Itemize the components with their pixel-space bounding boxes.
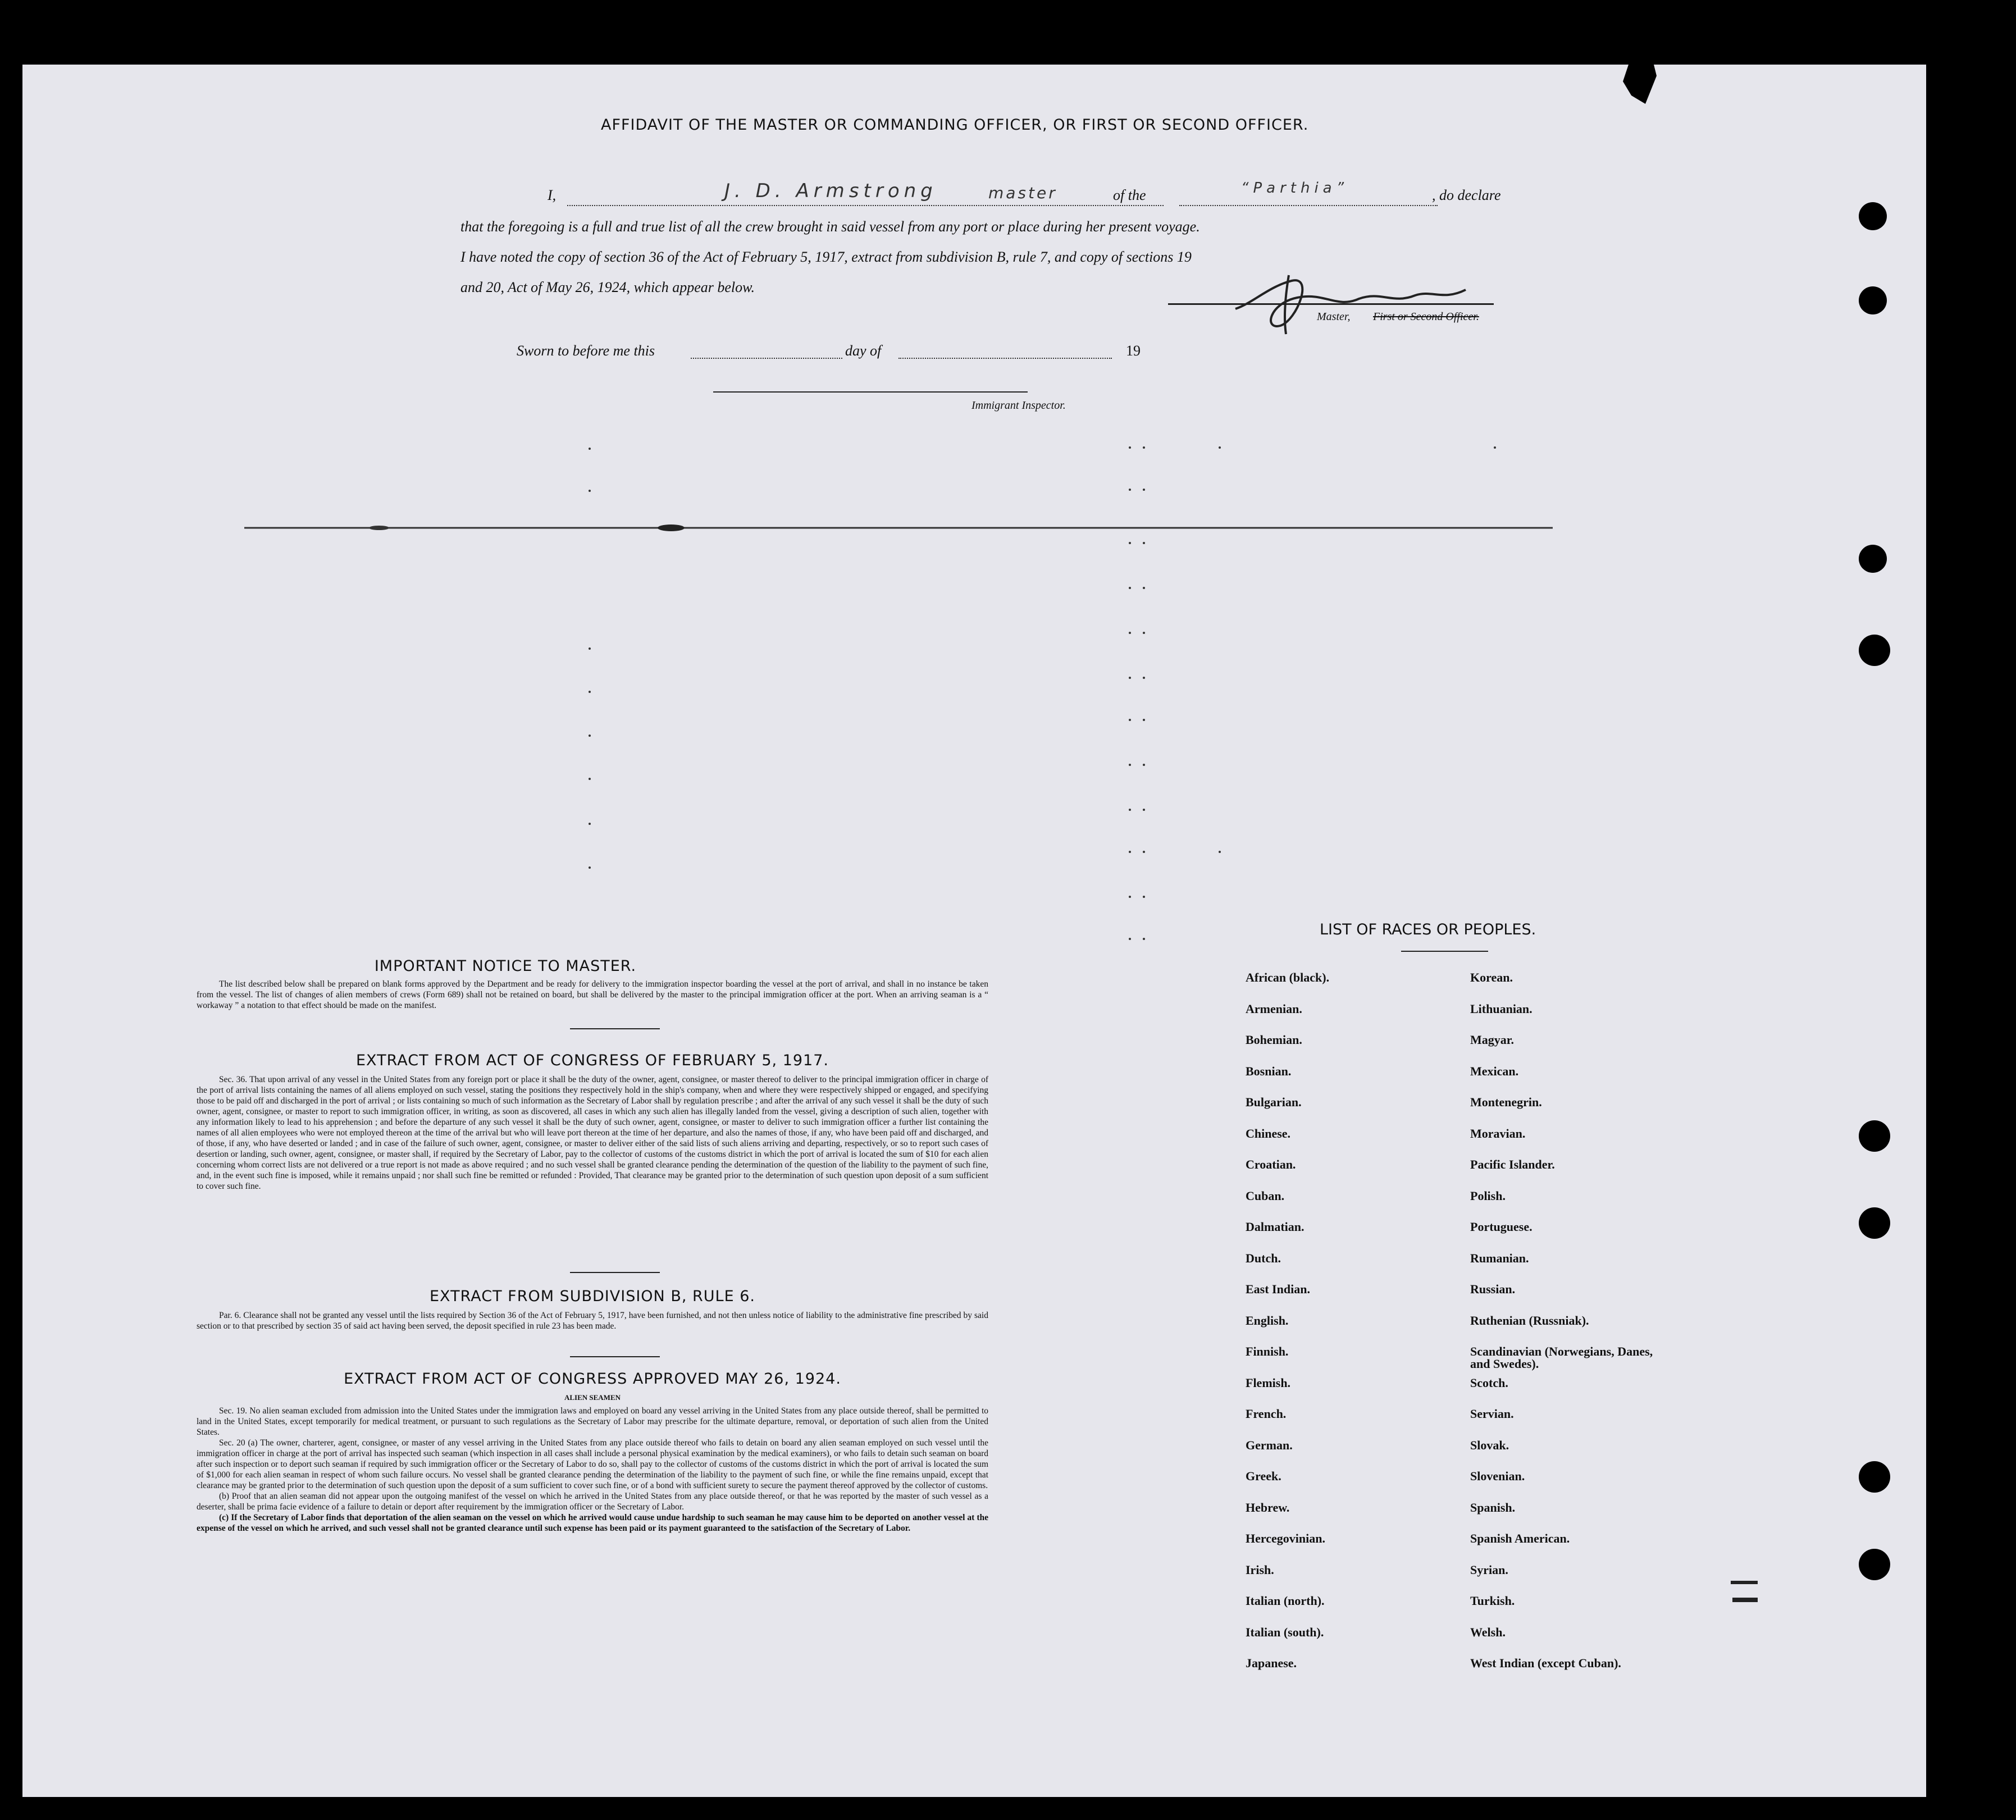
rule6-heading: EXTRACT FROM SUBDIVISION B, RULE 6. — [430, 1288, 755, 1305]
race-item: Bosnian. — [1246, 1064, 1292, 1078]
torn-corner — [1617, 53, 1662, 110]
vessel-name: “Parthia” — [1241, 180, 1349, 197]
race-item: Lithuanian. — [1470, 1001, 1532, 1016]
scan-mark — [1731, 1581, 1758, 1584]
extract-1917-heading: EXTRACT FROM ACT OF CONGRESS OF FEBRUARY 5, 1917. — [356, 1052, 829, 1069]
of-the-label: of the — [1113, 187, 1146, 203]
race-item: Dutch. — [1246, 1251, 1281, 1265]
affidavit-line-4: and 20, Act of May 26, 1924, which appear below. — [460, 279, 755, 295]
race-item: Spanish. — [1470, 1500, 1516, 1515]
divider — [1401, 951, 1488, 952]
year-prefix: 19 — [1126, 343, 1141, 359]
signature-caption-struck: First or Second Officer. — [1373, 311, 1479, 323]
race-item: Portuguese. — [1470, 1220, 1532, 1234]
race-item: Welsh. — [1470, 1625, 1506, 1639]
race-item: Montenegrin. — [1470, 1095, 1542, 1109]
race-item: Scandinavian (Norwegians, Danes, and Swedes). — [1470, 1344, 1653, 1371]
race-item: Russian. — [1470, 1282, 1516, 1296]
race-item: Slovenian. — [1470, 1469, 1525, 1483]
race-item: Hebrew. — [1246, 1500, 1290, 1515]
punch-hole — [1859, 635, 1890, 666]
sworn-label: Sworn to before me this — [517, 343, 655, 359]
race-item: French. — [1246, 1407, 1287, 1421]
alien-seamen-subheading: ALIEN SEAMEN — [564, 1393, 621, 1402]
punch-hole — [1859, 545, 1887, 573]
affidavit-i-label: I, — [548, 187, 557, 203]
horizontal-rule — [244, 522, 1553, 533]
month-line — [898, 358, 1112, 359]
race-item: Syrian. — [1470, 1562, 1508, 1577]
signature-caption-master: Master, — [1317, 311, 1351, 323]
notice-heading: IMPORTANT NOTICE TO MASTER. — [374, 957, 637, 975]
signature-line — [1168, 303, 1494, 305]
extract-1917-body: Sec. 36. That upon arrival of any vessel in the United States from any foreign port or place it shall be the duty of the owner, agent, consignee, or master thereof to deliver to the principal immigration officer in charge of the port of arrival lists containing the names of all aliens employed on such vessel, stating the positions they respectively hold in the ship's company, when and where they were respectively shipped or engaged, and specifying those to be paid off and discharged in the port of arrival ; or lists containing so much of such information as the Secretary of Labor shall by regulation prescribe ; and after the arrival of any such vessel it shall be the duty of such owner, agent, consignee, or master to report to such immigration officer, in writing, as soon as discovered, all cases in which any such alien has illegally landed from the vessel, giving a description of such alien, together with any information likely to lead to his apprehension ; and before the departure of any such vessel it shall be the duty of such owner, agent, consignee, or master to deliver to such immigration officer a further list containing the names of all alien employees who were not employed thereon at the time of the arrival but who will leave port thereon at the time of her departure, and also the names of those, if any, who have been paid off and discharged, and of those, if any, who have deserted or landed ; and in case of the failure of such owner, agent, consignee, or master to deliver either of the said lists of such aliens arriving and departing, respectively, or so to report such cases of desertion or landing, such owner, agent, consignee, or master shall, if required by the Secretary of Labor, pay to the collector of customs of the customs district in which the port of arrival is located the sum of $10 for each alien concerning whom correct lists are not delivered or a true report is not made as above required ; and no such vessel shall be granted clearance pending the determination of the question of the liability to the payment of such fine, and, in the event such fine is imposed, while it remains unpaid ; nor shall such fine be remitted or refunded : Provided, That clearance may be granted prior to the determination of such question upon deposit of a sum sufficient to cover such fine. — [197, 1075, 988, 1191]
sec-19: Sec. 19. No alien seaman excluded from admission into the United States under the immigration laws and employed on board any vessel arriving in the United States from any place outside thereof, shall be permitted to land in the United States, except temporarily for medical treatment, or pursuant to such regulations as the Secretary of Labor may prescribe for the ultimate departure, removal, or deportation of such alien from the United States. — [197, 1406, 988, 1437]
race-item: Korean. — [1470, 970, 1513, 984]
race-item: Spanish American. — [1470, 1531, 1570, 1545]
race-item: English. — [1246, 1313, 1289, 1328]
race-item: German. — [1246, 1438, 1293, 1452]
punch-hole — [1859, 202, 1887, 230]
sworn-date-line — [691, 358, 842, 359]
inspector-caption: Immigrant Inspector. — [971, 399, 1066, 412]
divider — [570, 1028, 660, 1029]
race-item: Mexican. — [1470, 1064, 1519, 1078]
race-item: Italian (north). — [1246, 1594, 1325, 1608]
sec-20a: Sec. 20 (a) The owner, charterer, agent, consignee, or master of any vessel arriving in the United States from any place outside thereof who fails to detain on board any alien seaman employed on such vessel until the immigration officer in charge at the port of arrival has inspected such seaman (which inspection in all cases shall include a personal physical examination by the medical examiners), or who fails to detain such seaman on board after such inspection or to deport such seaman if required by such immigration officer or the Secretary of Labor to do so, shall pay to the collector of customs of the customs district in which the port of arrival is located the sum of $1,000 for each alien seaman in respect of whom such failure occurs. No vessel shall be granted clearance pending the determination of the liability to the payment of such fine, or while the fine remains unpaid, except that clearance may be granted prior to the determination of such question upon the deposit of a sum sufficient to cover such fine, or of a bond with sufficient surety to secure the payment thereof approved by the collector of customs. — [197, 1438, 988, 1490]
race-item: Cuban. — [1246, 1188, 1285, 1203]
race-item: Finnish. — [1246, 1344, 1289, 1358]
race-item: Ruthenian (Russniak). — [1470, 1313, 1589, 1328]
divider — [570, 1356, 660, 1357]
extract-1924-heading: EXTRACT FROM ACT OF CONGRESS APPROVED MAY 26, 1924. — [344, 1370, 841, 1388]
signature-scrawl — [1230, 258, 1488, 343]
race-item: Greek. — [1246, 1469, 1281, 1483]
race-item: Slovak. — [1470, 1438, 1509, 1452]
do-declare-label: , do declare — [1432, 187, 1501, 203]
punch-hole — [1859, 1461, 1890, 1493]
race-item: Armenian. — [1246, 1001, 1302, 1016]
sec-20c: (c) If the Secretary of Labor finds that deportation of the alien seaman on the vessel on which he arrived would cause undue hardship to such seaman he may cause him to be deported on another vessel at the expense of the vessel on which he arrived, and such vessel shall not be granted clearance until such expense has been paid or its payment guaranteed to the satisfaction of the Secretary of Labor. — [197, 1513, 988, 1533]
notice-body: The list described below shall be prepared on blank forms approved by the Department and be ready for delivery to the immigration inspector boarding the vessel at the port of arrival, and shall in no instance be taken from the vessel. The list of changes of alien members of crews (Form 689) shall not be retained on board, but shall be delivered by the master to the principal immigration officer at the port. When an arriving seaman is a “ workaway ” a notation to that effect should be made on the manifest. — [197, 979, 988, 1010]
race-item: Magyar. — [1470, 1033, 1515, 1047]
day-of-label: day of — [845, 343, 882, 359]
race-item: Dalmatian. — [1246, 1220, 1305, 1234]
race-item: Scotch. — [1470, 1375, 1508, 1390]
race-item: Chinese. — [1246, 1126, 1291, 1141]
race-item: Pacific Islander. — [1470, 1157, 1555, 1171]
punch-hole — [1859, 286, 1887, 314]
race-item: East Indian. — [1246, 1282, 1310, 1296]
race-item: Irish. — [1246, 1562, 1274, 1577]
race-item: African (black). — [1246, 970, 1330, 984]
race-item: West Indian (except Cuban). — [1470, 1656, 1621, 1670]
extract-1924-body — [197, 1406, 988, 1534]
master-name: J. D. Armstrong — [724, 180, 937, 202]
race-item: Italian (south). — [1246, 1625, 1324, 1639]
document-page — [22, 65, 1926, 1797]
vessel-line — [1179, 205, 1438, 206]
sec-20b: (b) Proof that an alien seaman did not appear upon the outgoing manifest of the vessel on which he arrived in the United States from any place outside thereof, or that he was reported by the master of such vessel as a deserter, shall be prima facie evidence of a failure to detain or deport after requirement by the immigration officer or the Secretary of Labor. — [197, 1491, 988, 1512]
rule6-body: Par. 6. Clearance shall not be granted any vessel until the lists required by Section 36 of the Act of February 5, 1917, have been furnished, and not then unless notice of liability to the administrative fine prescribed by said section or to that prescribed by section 35 of said act having been served, the deposit specified in rule 23 has been made. — [197, 1311, 988, 1331]
race-item: Japanese. — [1246, 1656, 1297, 1670]
race-item: Hercegovinian. — [1246, 1531, 1325, 1545]
race-item: Flemish. — [1246, 1375, 1291, 1390]
punch-hole — [1859, 1120, 1890, 1152]
race-item: Bohemian. — [1246, 1033, 1302, 1047]
race-item: Bulgarian. — [1246, 1095, 1302, 1109]
race-item: Polish. — [1470, 1188, 1506, 1203]
inspector-signature-line — [713, 391, 1028, 393]
affidavit-line-2: that the foregoing is a full and true list of all the crew brought in said vessel from any port or place during her present voyage. — [460, 218, 1200, 235]
affidavit-heading: AFFIDAVIT OF THE MASTER OR COMMANDING OFFICER, OR FIRST OR SECOND OFFICER. — [601, 116, 1309, 134]
divider — [570, 1272, 660, 1273]
race-item: Turkish. — [1470, 1594, 1515, 1608]
punch-hole — [1859, 1549, 1890, 1580]
race-item: Rumanian. — [1470, 1251, 1529, 1265]
punch-hole — [1859, 1207, 1890, 1239]
scan-mark — [1732, 1598, 1758, 1602]
races-heading: LIST OF RACES OR PEOPLES. — [1320, 921, 1536, 938]
name-line — [567, 205, 1164, 206]
affidavit-line-3: I have noted the copy of section 36 of the Act of February 5, 1917, extract from subdivision B, rule 7, and copy of sections 19 — [460, 249, 1192, 265]
race-item: Moravian. — [1470, 1126, 1526, 1141]
race-item: Croatian. — [1246, 1157, 1296, 1171]
race-item: Servian. — [1470, 1407, 1514, 1421]
rank-handwritten: master — [988, 184, 1057, 202]
